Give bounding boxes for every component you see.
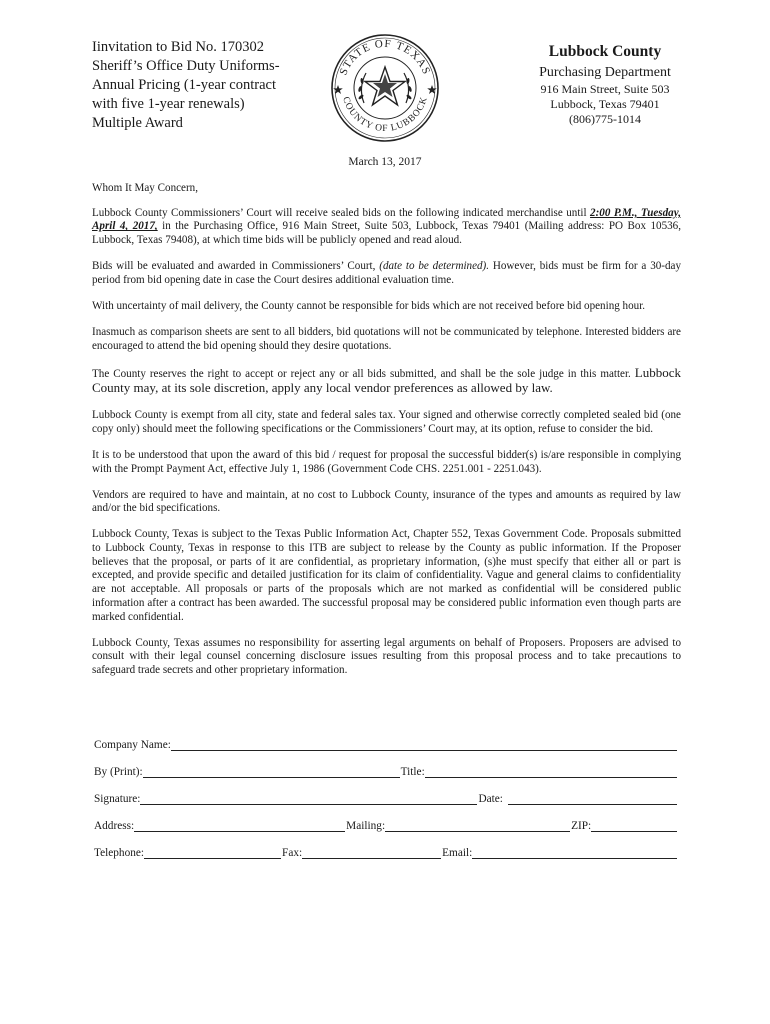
- paragraph-text: Bids will be evaluated and awarded in Commissioners’ Court,: [92, 260, 380, 273]
- address-field[interactable]: [134, 819, 345, 832]
- bid-title-line-2: Sheriff’s Office Duty Uniforms-: [92, 58, 280, 74]
- paragraph-comparison-sheets: Inasmuch as comparison sheets are sent to all bidders, bid quotations will not be communicated by telephone. Interested bidders are encouraged to attend the bid opening should they desire quotations.: [92, 325, 681, 352]
- paragraph-legal-arguments: Lubbock County, Texas assumes no responsibility for asserting legal arguments on behalf of Proposers. Proposers are advised to consult with their legal counsel concerning disclosure issues resulting from this proposal process and to take precautions to safeguard trade secrets and other proprietary information.: [92, 636, 681, 676]
- seal-bottom-text: COUNTY OF LUBBOCK: [340, 95, 430, 135]
- email-field[interactable]: [472, 846, 677, 859]
- city-address: Lubbock, Texas 79401: [550, 97, 660, 111]
- signature-field[interactable]: [140, 792, 477, 805]
- paragraph-evaluation: [92, 260, 681, 287]
- by-print-label: By (Print):: [94, 766, 143, 778]
- county-seal-icon: [330, 33, 440, 143]
- paragraph-text: The County reserves the right to accept or reject any or all bids submitted, and shall be the sole judge in this matter.: [92, 367, 635, 380]
- paragraph-insurance: Vendors are required to have and maintain, at no cost to Lubbock County, insurance of the types and amounts as required by law and/or the bid specifications.: [92, 488, 681, 515]
- county-name: Lubbock County: [548, 43, 662, 60]
- zip-label: ZIP:: [571, 820, 592, 832]
- paragraph-reserves-right: [92, 366, 681, 397]
- date-field[interactable]: [508, 792, 677, 805]
- paragraph-bid-deadline: [92, 207, 681, 248]
- company-name-label: Company Name:: [94, 739, 171, 751]
- signature-label: Signature:: [94, 793, 141, 805]
- paragraph-text: Lubbock County Commissioners’ Court will receive sealed bids on the following indicated merchandise until: [92, 206, 591, 219]
- fax-field[interactable]: [302, 846, 441, 859]
- county-contact-block: [510, 42, 700, 127]
- letter-body: [92, 182, 681, 690]
- svg-text:COUNTY OF LUBBOCK: [340, 96, 430, 134]
- department-name: Purchasing Department: [539, 65, 671, 80]
- paragraph-public-information: Lubbock County, Texas is subject to the Texas Public Information Act, Chapter 552, Texas Government Code. Proposals submitted to Lubbock County, Texas in response to this ITB are subject to release by the County as public information. If the Proposer believes that the proposal, or parts of it are confidential, as proprietary information, (s)he must specify that either all or part is excepted, and provide specific and detailed justification for its claim of confidentiality. Vague and general claims to confidentiality are not acceptable. All proposals or parts of the proposals which are not marked as confidential will be considered public information after a contract has been awarded. The successful proposal may be considered public information even though parts are marked confidential.: [92, 528, 681, 623]
- address-label: Address:: [94, 820, 135, 832]
- company-name-field[interactable]: [171, 738, 677, 751]
- award-date-note: (date to be determined).: [379, 260, 490, 273]
- paragraph-text: in the Purchasing Office, 916 Main Street, Suite 503, Lubbock, Texas 79401 (Mailing address: PO Box 10536, Lubbock, Texas 79408), at which time bids will be publicly opened and read aloud.: [92, 220, 681, 247]
- bid-title-line-1: Iinvitation to Bid No. 170302: [92, 39, 264, 55]
- paragraph-prompt-payment: It is to be understood that upon the award of this bid / request for proposal the successful bidder(s) is/are responsible in complying with the Prompt Payment Act, effective July 1, 1986 (Government Code CHS. 2251.001 - 2251.043).: [92, 448, 681, 475]
- paragraph-text: However, bids must be firm for a 30-day period from bid opening date in case the Court desires additional evaluation time.: [92, 260, 681, 286]
- title-field[interactable]: [425, 765, 677, 778]
- bid-title-line-5: Multiple Award: [92, 115, 183, 131]
- date-label: Date:: [478, 793, 503, 805]
- letter-date: March 13, 2017: [348, 156, 422, 168]
- address-row: [94, 817, 678, 833]
- bid-title-block: [92, 38, 332, 133]
- telephone-field[interactable]: [144, 846, 281, 859]
- title-label: Title:: [400, 766, 425, 778]
- paragraph-tax-exempt: Lubbock County is exempt from all city, state and federal sales tax. Your signed and otherwise correctly completed sealed bid (one copy only) should meet the following specifications or the Commissioners’ Court may, at its option, refuse to consider the bid.: [92, 409, 681, 435]
- local-vendor-preference: Lubbock County may, at its sole discretion, apply any local vendor preferences as allowed by law.: [92, 364, 681, 396]
- by-title-row: [94, 763, 678, 779]
- bid-title-line-3: Annual Pricing (1-year contract: [92, 77, 276, 93]
- paragraph-mail-delivery: With uncertainty of mail delivery, the County cannot be responsible for bids which are not received before bid opening hour.: [92, 299, 646, 312]
- bid-deadline: 2:00 P.M., Tuesday, April 4, 2017,: [92, 206, 681, 233]
- email-label: Email:: [442, 847, 473, 859]
- street-address: 916 Main Street, Suite 503: [540, 82, 670, 96]
- by-print-field[interactable]: [143, 765, 400, 778]
- telephone-row: [94, 844, 678, 860]
- zip-field[interactable]: [591, 819, 677, 832]
- greeting: Whom It May Concern,: [92, 182, 198, 194]
- signature-row: [94, 790, 678, 806]
- seal-top-text: STATE OF TEXAS: [337, 37, 433, 77]
- phone-number: (806)775-1014: [569, 112, 641, 126]
- company-row: [94, 736, 678, 752]
- fax-label: Fax:: [282, 847, 303, 859]
- mailing-field[interactable]: [385, 819, 570, 832]
- telephone-label: Telephone:: [94, 847, 145, 859]
- mailing-label: Mailing:: [346, 820, 386, 832]
- bid-title-line-4: with five 1-year renewals): [92, 96, 245, 112]
